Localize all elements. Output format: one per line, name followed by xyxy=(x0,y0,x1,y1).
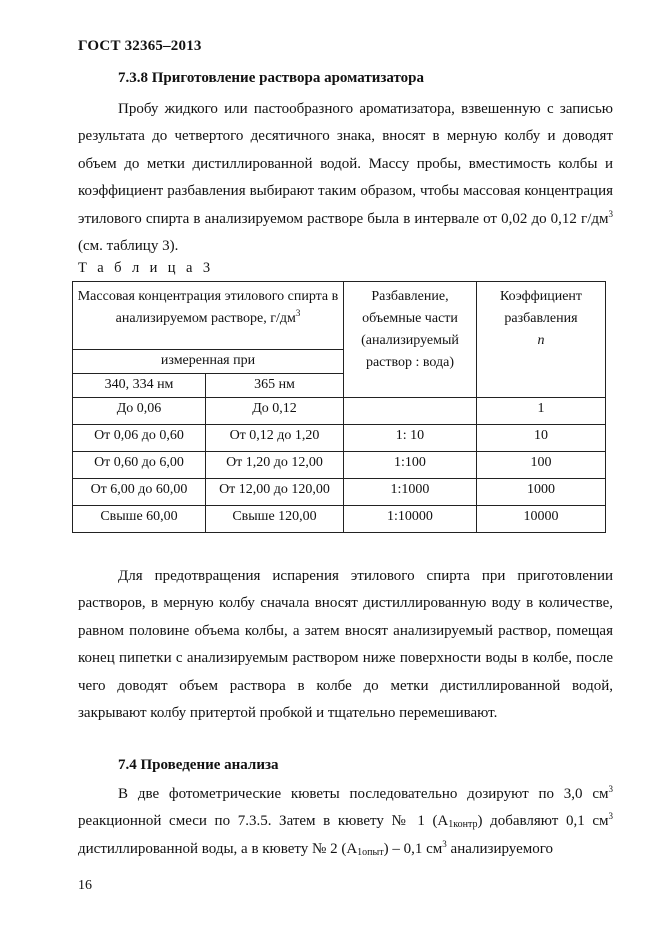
paragraph-text: анализируемого xyxy=(446,840,554,857)
table-row xyxy=(73,479,606,506)
page-number: 16 xyxy=(78,878,92,893)
superscript: 3 xyxy=(442,838,447,849)
section-738-title: 7.3.8 Приготовление раствора ароматизатора xyxy=(118,70,425,86)
dilution-table xyxy=(72,281,606,533)
section-74-title: 7.4 Проведение анализа xyxy=(118,757,279,773)
header-dilution-line1: Разбавление, xyxy=(371,289,449,304)
header-dilution-line2: объемные части xyxy=(362,311,458,326)
paragraph-text: дистиллированной воды, а в кювету № 2 (А xyxy=(78,840,358,857)
table-cell: От 1,20 до 12,00 xyxy=(206,452,344,479)
header-dilution-line4: раствор : вода) xyxy=(365,355,455,370)
paragraph-text: ) добавляют 0,1 см xyxy=(477,813,609,830)
header-dilution-line3: (анализируемый xyxy=(361,333,459,348)
table-cell: 1: 10 xyxy=(344,425,477,452)
section-74-paragraph xyxy=(78,781,613,863)
table-row xyxy=(73,506,606,533)
header-coefficient-line3: n xyxy=(537,333,545,348)
evaporation-paragraph: Для предотвращения испарения этилового спирта при приготовлении растворов, в мерную колбу сначала вносят дистиллированную воду в количестве, равном половине объема колбы, а затем вносят анализируемый раствор, помещая конец пипетки с анализируемым раствором ниже поверхности воды в колбе, после чего доводят объем раствора в колбе до метки дистиллированной водой, закрывают колбу притертой пробкой и тщательно перемешивают. xyxy=(78,568,613,722)
paragraph-text: Пробу жидкого или пастообразного ароматизатора, взвешенную с записью результата до четвертого десятичного знака, вносят в мерную колбу и доводят объем до метки дистиллированной водой. Массу пробы, вместимость колбы и коэффициент разбавления выбирают таким образом, чтобы массовая концентрация этилового спирта в анализируемом растворе была в интервале от 0,02 до 0,12 г/дм xyxy=(78,101,613,227)
subscript: 1контр xyxy=(448,819,478,831)
header-dilution xyxy=(344,282,477,398)
header-wavelength-340: 340, 334 нм xyxy=(73,374,206,398)
table-cell: 10000 xyxy=(477,506,606,533)
superscript: 3 xyxy=(608,208,613,219)
table-cell: От 6,00 до 60,00 xyxy=(73,479,206,506)
header-coefficient xyxy=(477,282,606,398)
table-cell: От 12,00 до 120,00 xyxy=(206,479,344,506)
header-measured-at: измеренная при xyxy=(73,350,344,374)
document-header: ГОСТ 32365–2013 xyxy=(78,38,202,54)
table-cell: Свыше 120,00 xyxy=(206,506,344,533)
header-coefficient-line1: Коэффициент xyxy=(499,289,583,304)
table-cell xyxy=(344,398,477,425)
table-cell: До 0,12 xyxy=(206,398,344,425)
paragraph-text: реакционной смеси по 7.3.5. Затем в кювету № 1 (А xyxy=(78,813,449,830)
superscript: 3 xyxy=(295,308,301,318)
table-cell: 1:1000 xyxy=(344,479,477,506)
header-concentration xyxy=(73,282,344,350)
table-caption: Т а б л и ц а 3 xyxy=(78,260,214,276)
table-cell: Свыше 60,00 xyxy=(73,506,206,533)
header-coefficient-line2: разбавления xyxy=(504,311,578,326)
table-cell: 1 xyxy=(477,398,606,425)
section-738-paragraph xyxy=(78,96,613,260)
table-cell: От 0,06 до 0,60 xyxy=(73,425,206,452)
header-concentration-text: Массовая концентрация этилового спирта в анализируемом растворе, г/дм xyxy=(77,289,339,326)
paragraph-text-end: (см. таблицу 3). xyxy=(78,238,179,255)
table-cell: До 0,06 xyxy=(73,398,206,425)
table-cell: 10 xyxy=(477,425,606,452)
table-cell: 100 xyxy=(477,452,606,479)
table-cell: 1:100 xyxy=(344,452,477,479)
table-row xyxy=(73,425,606,452)
table-cell: От 0,60 до 6,00 xyxy=(73,452,206,479)
paragraph-text: ) – 0,1 см xyxy=(383,840,443,857)
table-row xyxy=(73,452,606,479)
table-cell: 1:10000 xyxy=(344,506,477,533)
table-cell: 1000 xyxy=(477,479,606,506)
subscript: 1опыт xyxy=(357,846,384,858)
header-wavelength-365: 365 нм xyxy=(206,374,344,398)
superscript: 3 xyxy=(608,784,613,794)
superscript: 3 xyxy=(608,811,614,822)
table-row xyxy=(73,398,606,425)
table-cell: От 0,12 до 1,20 xyxy=(206,425,344,452)
paragraph-text: В две фотометрические кюветы последовательно дозируют по 3,0 см xyxy=(118,786,609,802)
